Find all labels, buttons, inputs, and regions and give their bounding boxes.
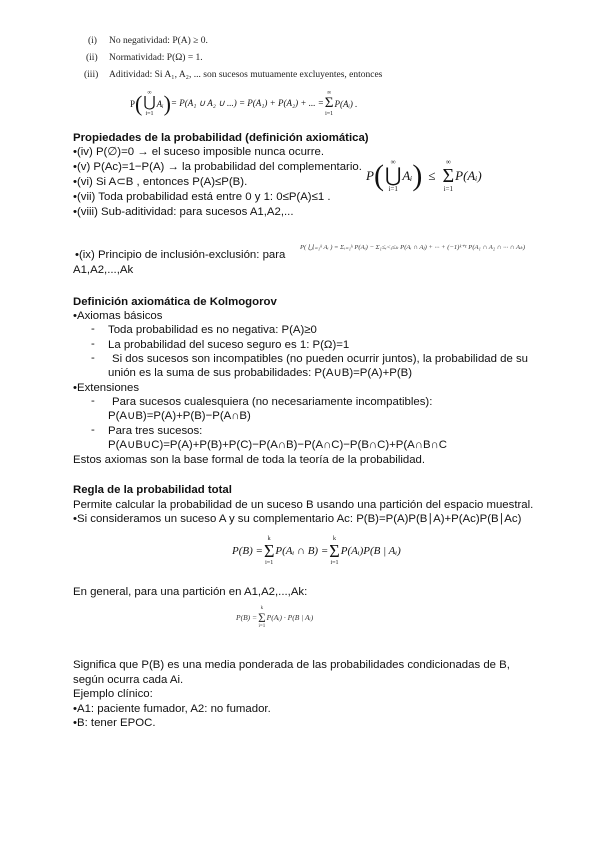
total-sum2-top: k xyxy=(333,536,336,542)
axiom-ii-text: Normatividad: P(Ω) = 1. xyxy=(109,53,203,63)
incl-excl-formula: P( ⋃ᵢ₌₁ᵏ Aᵢ ) = Σᵢ₌₁ᵏ P(Aᵢ) − Σ₁≤ᵢ<ⱼ≤ₖ P(Aᵢ ∩ Aⱼ) + ··· + (−1)ᵏ⁺¹ P(A₁ ∩ A₂ ∩ ··· ∩ Aₖ) xyxy=(300,244,526,251)
extension-2: Para tres sucesos: xyxy=(108,425,203,437)
total-formula: P(B) = k Σ i=1 P(Aᵢ ∩ B) = k Σ i=1 P(Aᵢ)P(B | Aᵢ) xyxy=(232,536,401,566)
dash-3: - xyxy=(91,352,95,364)
extension-2-formula: P(A∪B∪C)=P(A)+P(B)+P(C)−P(A∩B)−P(A∩C)−P(B∩C)+P(A∩B∩C xyxy=(108,439,447,451)
sub-rel: ≤ xyxy=(428,168,436,183)
sum-var: P(Aᵢ) . xyxy=(334,98,358,109)
property-vii: •(vii) Toda probabilidad está entre 0 y 1: 0≤P(A)≤1 . xyxy=(73,191,331,203)
example-item-2: •B: tener EPOC. xyxy=(73,717,156,729)
total-lhs: P(B) = xyxy=(232,545,263,557)
extension-1: Para sucesos cualesquiera (no necesariamente incompatibles): xyxy=(112,396,433,408)
sub-union-bottom: i=1 xyxy=(388,185,398,193)
general-text: En general, para una partición en A1,A2,...,Ak: xyxy=(73,586,308,598)
axiom-iii-text: Aditividad: Si A₁, A₂, ... son sucesos mutuamente excluyentes, entonces xyxy=(109,70,383,80)
dash-2: - xyxy=(91,338,95,350)
sub-p: P xyxy=(366,168,374,183)
example-label: Ejemplo clínico: xyxy=(73,688,153,700)
properties-heading: Propiedades de la probabilidad (definición axiomática) xyxy=(73,132,369,144)
total-term2: P(Aᵢ)P(B | Aᵢ) xyxy=(340,545,401,557)
example-item-1: •A1: paciente fumador, A2: no fumador. xyxy=(73,703,271,715)
total-term1: P(Aᵢ ∩ B) = xyxy=(275,545,329,557)
kolmogorov-closing: Estos axiomas son la base formal de toda la teoría de la probabilidad. xyxy=(73,454,426,466)
subadditivity-formula: P ( ∞ ⋃ i=1 Aᵢ ) ≤ ∞ Σ i=1 P(Aᵢ) xyxy=(366,158,482,193)
meaning-1: Significa que P(B) es una media ponderada de las probabilidades condicionadas de B, xyxy=(73,659,510,671)
total-sum2-bottom: i=1 xyxy=(330,560,339,566)
total-sum1-top: k xyxy=(267,536,271,542)
union-top: ∞ xyxy=(147,90,152,96)
union-var: Aᵢ xyxy=(156,98,164,109)
formula-p: P xyxy=(130,98,136,109)
sum-top: ∞ xyxy=(326,90,332,96)
sub-sum-top: ∞ xyxy=(445,158,451,166)
total-bullet: •Si consideramos un suceso A y su complementario Ac: P(B)=P(A)P(B∣A)+P(Ac)P(B∣Ac) xyxy=(73,513,522,525)
meaning-2: según ocurra cada Ai. xyxy=(73,674,184,686)
extension-1-formula: P(A∪B)=P(A)+P(B)−P(A∩B) xyxy=(108,410,251,422)
basic-axiom-3-cont: unión es la suma de sus probabilidades: P(A∪B)=P(A)+P(B) xyxy=(108,367,413,379)
sub-union-top: ∞ xyxy=(390,158,396,166)
dash-4: - xyxy=(91,395,95,407)
general-formula: P(B) = k Σ i=1 P(Aᵢ) · P(B | Aᵢ) xyxy=(236,606,314,629)
basic-axioms-label: •Axiomas básicos xyxy=(73,310,163,322)
property-v: •(v) P(Ac)=1−P(A) → la probabilidad del complementario. xyxy=(73,161,362,173)
dash-1: - xyxy=(91,323,95,335)
basic-axiom-3: Si dos sucesos son incompatibles (no pueden ocurrir juntos), la probabilidad de su xyxy=(112,353,528,365)
basic-axiom-1: Toda probabilidad es no negativa: P(A)≥0 xyxy=(108,324,317,336)
general-term: P(Aᵢ) · P(B | Aᵢ) xyxy=(266,613,314,622)
kolmogorov-heading: Definición axiomática de Kolmogorov xyxy=(73,296,277,308)
union-bottom: i=1 xyxy=(145,111,154,117)
additivity-formula: P ( ∞ ⋃ i=1 Aᵢ ) = P(A₁ ∪ A₂ ∪ ...) = P(A₁) + P(A₂) + ... = ∞ Σ i=1 P(Aᵢ) . xyxy=(130,90,358,117)
property-viii: •(viii) Sub-aditividad: para sucesos A1,A2,... xyxy=(73,206,294,218)
dash-5: - xyxy=(91,424,95,436)
extensions-label: •Extensiones xyxy=(73,382,140,394)
total-intro: Permite calcular la probabilidad de un suceso B usando una partición del espacio muestral. xyxy=(73,499,534,511)
axiom-ii-num: (ii) xyxy=(86,53,98,63)
axiom-i-num: (i) xyxy=(88,36,97,46)
incl-excl-text-1: •(ix) Principio de inclusión-exclusión: para xyxy=(75,249,286,261)
property-vi: •(vi) Si A⊂B , entonces P(A)≤P(B). xyxy=(73,176,248,188)
additivity-rhs: = P(A₁ ∪ A₂ ∪ ...) = P(A₁) + P(A₂) + ... = xyxy=(170,98,324,108)
general-lhs: P(B) = xyxy=(236,613,258,622)
sub-union-var: Aᵢ xyxy=(402,168,413,183)
incl-excl-text-2: A1,A2,...,Ak xyxy=(73,264,134,276)
total-heading: Regla de la probabilidad total xyxy=(73,484,232,496)
general-sum-bottom: i=1 xyxy=(258,624,266,629)
property-iv: •(iv) P(∅)=0 → el suceso imposible nunca ocurre. xyxy=(73,146,324,158)
sub-sum-var: P(Aᵢ) xyxy=(455,168,482,183)
general-sum-top: k xyxy=(260,606,264,611)
basic-axiom-2: La probabilidad del suceso seguro es 1: P(Ω)=1 xyxy=(108,339,350,351)
sum-bottom: i=1 xyxy=(325,111,334,117)
axiom-i-text: No negatividad: P(A) ≥ 0. xyxy=(109,36,208,46)
axiom-iii-num: (iii) xyxy=(84,70,99,80)
sub-sum-bottom: i=1 xyxy=(443,185,454,193)
total-sum1-bottom: i=1 xyxy=(265,560,274,566)
